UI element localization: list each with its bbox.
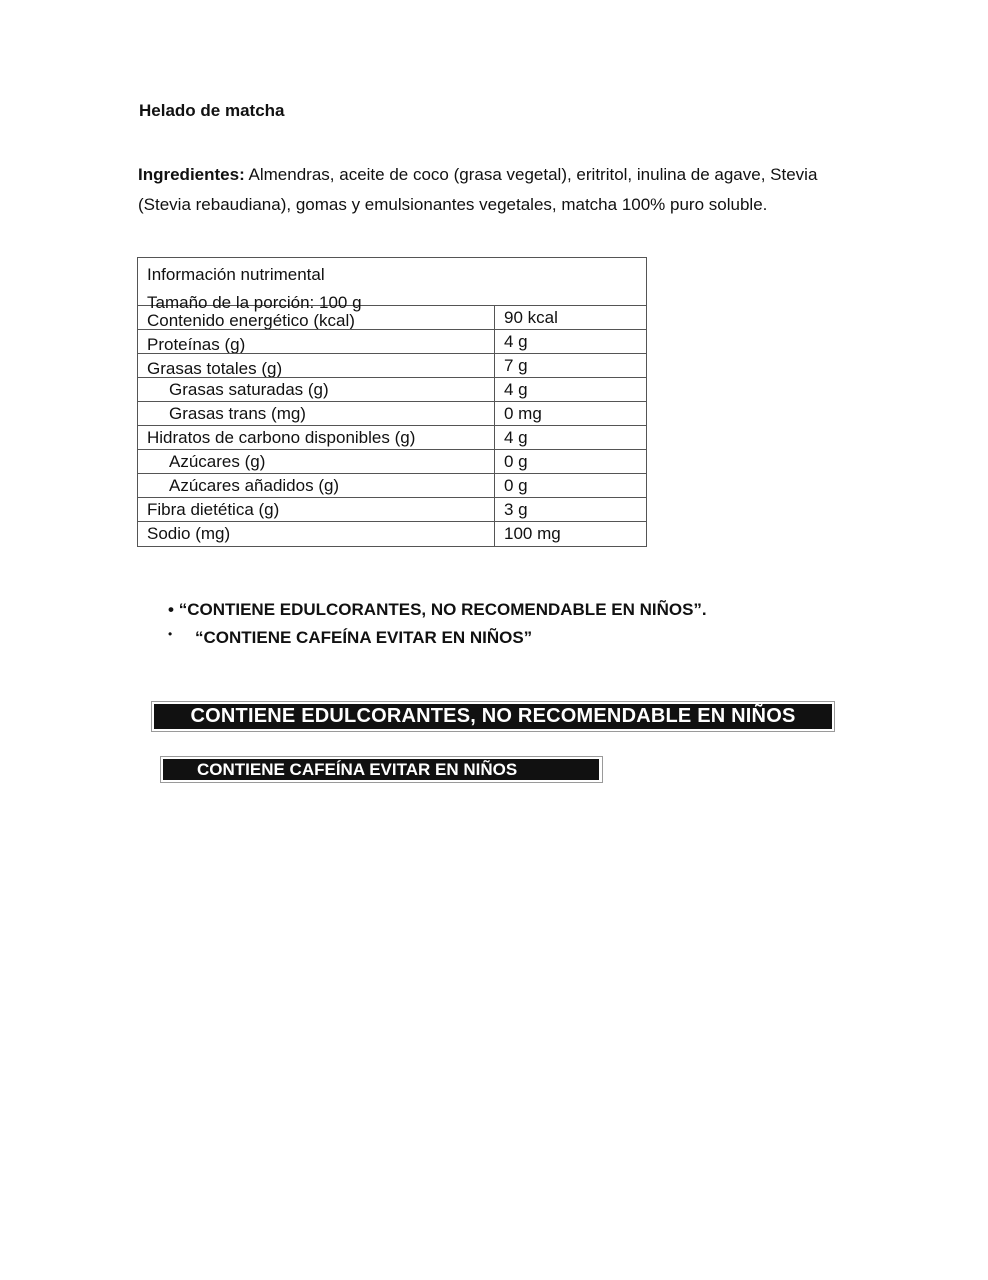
table-row <box>138 402 646 426</box>
bullet: • <box>168 627 173 641</box>
row-name: Grasas totales (g) <box>138 354 495 377</box>
nutrition-heading: Información nutrimental <box>147 265 325 284</box>
ingredients-paragraph <box>138 160 858 220</box>
row-value: 4 g <box>504 428 528 447</box>
row-name: Contenido energético (kcal) <box>138 306 495 329</box>
row-value: 90 kcal <box>504 308 558 327</box>
table-row <box>138 498 646 522</box>
warning-sweetener-text: “CONTIENE EDULCORANTES, NO RECOMENDABLE EN NIÑOS”. <box>178 600 707 619</box>
row-value: 4 g <box>504 380 528 399</box>
list-item <box>168 625 707 651</box>
product-title: Helado de matcha <box>139 101 285 120</box>
table-row <box>138 450 646 474</box>
ingredients-label: Ingredientes: <box>138 165 245 184</box>
row-value: 4 g <box>504 332 528 351</box>
row-value: 3 g <box>504 500 528 519</box>
row-name: Proteínas (g) <box>138 330 495 353</box>
nutrition-header <box>138 258 646 312</box>
row-value: 7 g <box>504 356 528 375</box>
caffeine-warning-label: CONTIENE CAFEÍNA EVITAR EN NIÑOS <box>163 759 599 780</box>
table-row <box>138 426 646 450</box>
ingredients-text: Almendras, aceite de coco (grasa vegetal), eritritol, inulina de agave, Stevia (Stevia rebaudiana), gomas y emulsionantes vegetales, matcha 100% puro soluble. <box>138 165 818 214</box>
list-item <box>168 597 707 625</box>
warning-caffeine-text: “CONTIENE CAFEÍNA EVITAR EN NIÑOS” <box>195 628 533 647</box>
bullet: • <box>168 600 174 619</box>
table-row <box>138 306 646 330</box>
table-row <box>138 378 646 402</box>
caffeine-warning-stamp <box>160 756 603 783</box>
row-name: Grasas trans (mg) <box>138 402 495 425</box>
row-name: Grasas saturadas (g) <box>138 378 495 401</box>
table-row <box>138 474 646 498</box>
row-name: Azúcares (g) <box>138 450 495 473</box>
row-value: 0 g <box>504 476 528 495</box>
row-name: Sodio (mg) <box>138 522 495 546</box>
table-row <box>138 330 646 354</box>
sweetener-warning-label: CONTIENE EDULCORANTES, NO RECOMENDABLE EN NIÑOS <box>154 704 832 729</box>
serving-size: Tamaño de la porción: 100 g <box>147 293 362 312</box>
row-value: 0 mg <box>504 404 542 423</box>
row-value: 0 g <box>504 452 528 471</box>
row-name: Fibra dietética (g) <box>138 498 495 521</box>
nutrition-table <box>137 257 647 547</box>
table-row <box>138 522 646 546</box>
table-row <box>138 354 646 378</box>
row-name: Azúcares añadidos (g) <box>138 474 495 497</box>
sweetener-warning-stamp <box>151 701 835 732</box>
warning-list <box>168 597 707 651</box>
row-value: 100 mg <box>504 524 561 543</box>
row-name: Hidratos de carbono disponibles (g) <box>138 426 495 449</box>
